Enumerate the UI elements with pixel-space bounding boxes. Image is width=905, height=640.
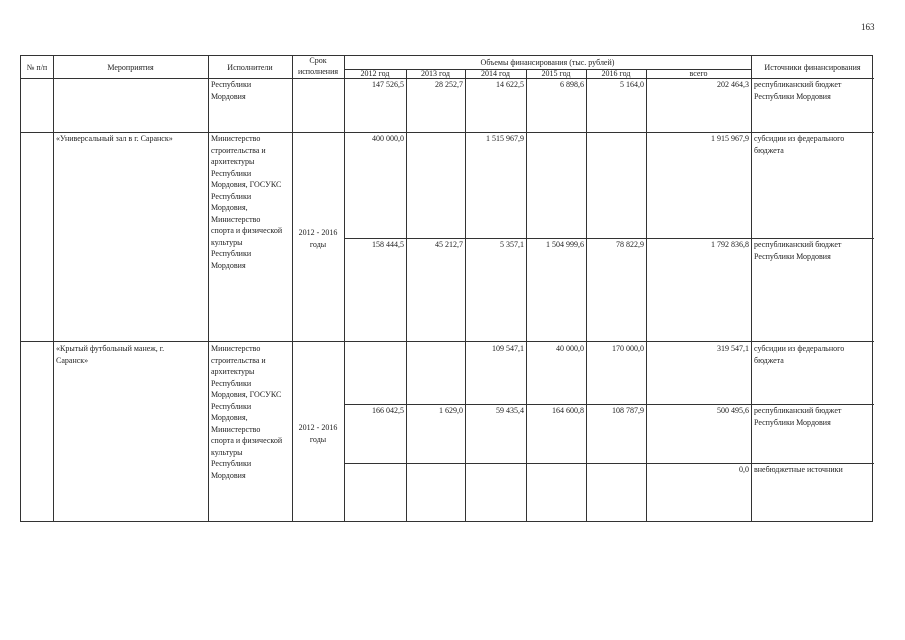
block1-r2-2015: 1 504 999,6 (546, 240, 584, 249)
block1-activity: «Универсальный зал в г. Саранск» (56, 134, 173, 143)
row0-2016: 5 164,0 (620, 80, 644, 89)
block2-r2-2013: 1 629,0 (439, 406, 463, 415)
row0-executor: Республики Мордовия (211, 80, 252, 101)
block1-term: 2012 - 2016 годы (298, 228, 338, 249)
header-funding: Объемы финансирования (тыс. рублей) (480, 58, 615, 67)
row0-total: 202 464,3 (717, 80, 749, 89)
col-divider (53, 56, 54, 521)
block2-r2-2014: 59 435,4 (496, 406, 524, 415)
block2-term: 2012 - 2016 годы (298, 423, 338, 444)
row0-2012: 147 526,5 (372, 80, 404, 89)
block2-r1-2015: 40 000,0 (556, 344, 584, 353)
block2-r1-source: субсидии из федерального бюджета (754, 344, 845, 365)
block1-r1-2014: 1 515 967,9 (486, 134, 524, 143)
block2-r2-2016: 108 787,9 (612, 406, 644, 415)
header-term: Срок исполнения (297, 56, 339, 76)
header-2014: 2014 год (481, 69, 510, 78)
col-divider (526, 69, 527, 521)
block2-r2-total: 500 495,6 (717, 406, 749, 415)
block1-r1-2012: 400 000,0 (372, 134, 404, 143)
block1-r2-2014: 5 357,1 (500, 240, 524, 249)
col-divider (751, 56, 752, 521)
row0-2013: 28 252,7 (435, 80, 463, 89)
col-divider (586, 69, 587, 521)
row-divider (21, 341, 874, 342)
block1-r1-source: субсидии из федерального бюджета (754, 134, 845, 155)
block1-executor: Министерство строительства и архитектуры Республики Мордовия, ГОСУКС Республики Мордовия, Министерство спорта и физической культуры Республики Мордовия (211, 134, 283, 270)
header-total: всего (689, 69, 708, 78)
header-2016: 2016 год (601, 69, 631, 78)
block2-r2-2012: 166 042,5 (372, 406, 404, 415)
block2-r2-source: республиканский бюджет Республики Мордовия (754, 406, 842, 427)
block1-r2-total: 1 792 836,8 (711, 240, 749, 249)
row-divider (21, 78, 344, 79)
col-divider (292, 56, 293, 521)
financing-table (20, 55, 873, 522)
row0-source: республиканский бюджет Республики Мордовия (754, 80, 842, 101)
header-executors: Исполнители (227, 63, 273, 72)
block2-r2-2015: 164 600,8 (552, 406, 584, 415)
block2-r1-total: 319 547,1 (717, 344, 749, 353)
block2-r3-total: 0,0 (739, 465, 749, 474)
header-2013: 2013 год (421, 69, 450, 78)
block2-r3-source: внебюджетные источники (754, 465, 843, 474)
page-number: 163 (861, 22, 875, 32)
header-2012: 2012 год (360, 69, 390, 78)
header-num: № п/п (26, 63, 48, 72)
block1-r1-total: 1 915 967,9 (711, 134, 749, 143)
row0-2014: 14 622,5 (496, 80, 524, 89)
block1-r2-2016: 78 822,9 (616, 240, 644, 249)
block2-executor: Министерство строительства и архитектуры Республики Мордовия, ГОСУКС Республики Мордовия, Министерство спорта и физической культуры Республики Мордовия (211, 344, 283, 480)
col-divider (208, 56, 209, 521)
block1-r2-2013: 45 212,7 (435, 240, 463, 249)
col-divider (406, 69, 407, 521)
block1-r2-2012: 158 444,5 (372, 240, 404, 249)
header-2015: 2015 год (541, 69, 571, 78)
block2-r1-2014: 109 547,1 (492, 344, 524, 353)
block1-r2-source: республиканский бюджет Республики Мордовия (754, 240, 842, 261)
header-activity: Мероприятия (107, 63, 154, 72)
block2-r1-2016: 170 000,0 (612, 344, 644, 353)
header-sources: Источники финансирования (764, 63, 861, 72)
row0-2015: 6 898,6 (560, 80, 584, 89)
col-divider (344, 56, 345, 521)
block2-activity: «Крытый футбольный манеж, г. Саранск» (56, 344, 165, 365)
